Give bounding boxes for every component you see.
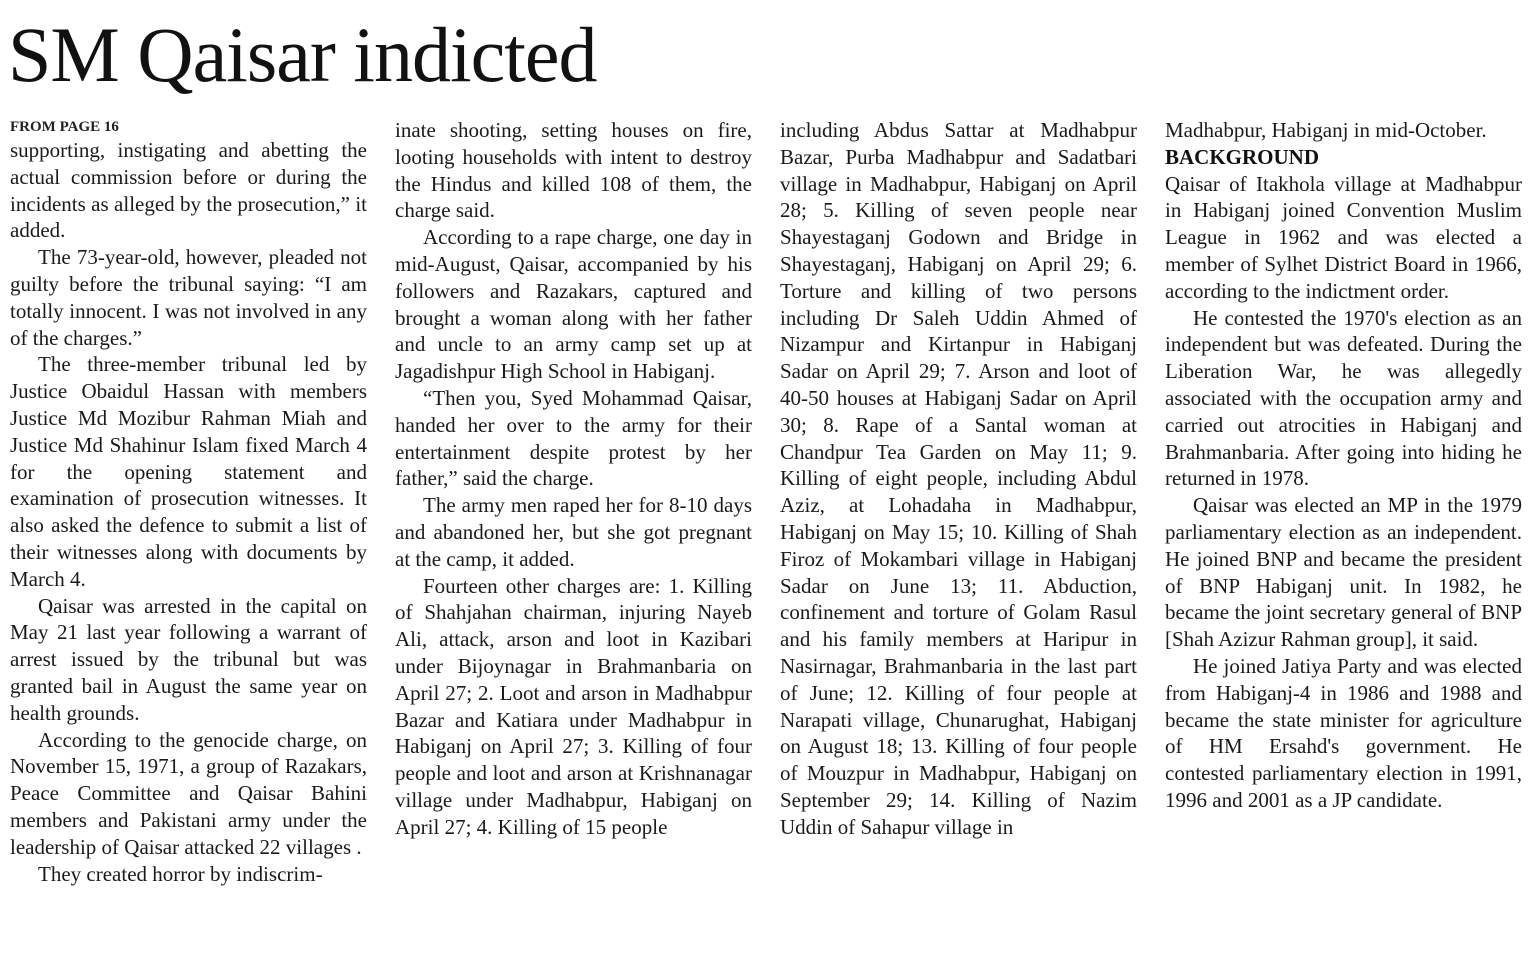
paragraph: Madhabpur, Habiganj in mid-October. [1165,118,1487,142]
paragraph: Qaisar was arrested in the capital on May 21 last year following a warrant of arrest issued by the tribunal but was granted bail in August the same year on health grounds. [10,593,367,725]
paragraph: Qaisar was elected an MP in the 1979 parliamentary election as an independent. He joined BNP and became the president of BNP Habiganj unit. In 1982, he became the joint secretary general of BNP [Shah Azizur Rahman group], it said. [1165,493,1522,652]
paragraph: The army men raped her for 8-10 days and abandoned her, but she got pregnant at the camp, it added. [395,493,752,571]
paragraph: According to the genocide charge, on November 15, 1971, a group of Razakars, Peace Committee and Qaisar Bahini members and Pakistani army under the leadership of Qaisar attacked 22 villages . [10,727,367,859]
column-1 [10,117,367,953]
paragraph: Qaisar of Itakhola village at Madhabpur in Habiganj joined Convention Muslim League in 1962 and was elected a member of Sylhet District Board in 1966, according to the indictment order. [1165,171,1522,303]
paragraph: The three-member tribunal led by Justice Obaidul Hassan with members Justice Md Mozibur Rahman Miah and Justice Md Shahinur Islam fixed March 4 for the opening statement and examination of prosecution witnesses. It also asked the defence to submit a list of their witnesses along with documents by March 4. [10,352,367,591]
paragraph: Fourteen other charges are: 1. Killing of Shahjahan chairman, injuring Nayeb Ali, attack, arson and loot in Kazibari under Bijoynagar in Brahmanbaria on April 27; 2. Loot and arson in Madhabpur Bazar and Katiara under Madhabpur in Habiganj on April 27; 3. Killing of four people and loot and arson at Krishnanagar village under Madhabpur, Habiganj on April 27; 4. Killing of 15 people [395,573,752,839]
paragraph: “Then you, Syed Mohammad Qaisar, handed her over to the army for their entertainment despite protest by her father,” said the charge. [395,385,752,491]
article-body [10,117,1522,953]
paragraph: According to a rape charge, one day in mid-August, Qaisar, accompanied by his followers and Razakars, captured and brought a woman along with her father and uncle to an army camp set up at Jagadishpur High School in Habiganj. [395,225,752,384]
column-2 [395,117,752,953]
paragraph: He joined Jatiya Party and was elected from Habiganj-4 in 1986 and 1988 and became the state minister for agriculture of HM Ersahd's government. He contested parliamentary election in 1991, 1996 and 2001 as a JP candidate. [1165,653,1522,812]
paragraph: He contested the 1970's election as an independent but was defeated. During the Liberation War, he was allegedly associated with the occupation army and carried out atrocities in Habiganj and Brahmanbaria. After going into hiding he returned in 1978. [1165,305,1522,491]
column-4 [1165,117,1522,953]
headline: SM Qaisar indicted [8,11,597,98]
paragraph: including Abdus Sattar at Madhabpur Bazar, Purba Madhabpur and Sadatbari village in Madhabpur, Habiganj on April 28; 5. Killing of seven people near Shayestaganj Godown and Bridge in Shayestaganj, Habiganj on April 29; 6. Torture and killing of two persons including Dr Saleh Uddin Ahmed of Nizampur and Kirtanpur in Habiganj Sadar on April 29; 7. Arson and loot of 40-50 houses at Habiganj Sadar on April 30; 8. Rape of a Santal woman at Chandpur Tea Garden on May 11; 9. Killing of eight people, including Abdul Aziz, at Lohadaha in Madhabpur, Habiganj on May 15; 10. Killing of Shah Firoz of Mokambari village in Habiganj Sadar on June 13; 11. Abduction, confinement and torture of Golam Rasul and his family members at Haripur in Nasirnagar, Brahmanbaria in the last part of June; 12. Killing of four people at Narapati village, Chunarughat, Habiganj on August 18; 13. Killing of four people of Mouzpur in Madhabpur, Habiganj on September 29; 14. Killing of Nazim Uddin of Sahapur village in [780,118,1137,839]
column-3 [780,117,1137,953]
continued-from-label: FROM PAGE 16 [10,119,119,135]
section-subhead: BACKGROUND [1165,144,1320,169]
paragraph: The 73-year-old, however, pleaded not guilty before the tribunal saying: “I am totally innocent. I was not involved in any of the charges.” [10,245,367,350]
paragraph: inate shooting, setting houses on fire, looting households with intent to destroy the Hindus and killed 108 of them, the charge said. [395,118,752,223]
paragraph: supporting, instigating and abetting the actual commission before or during the incidents as alleged by the prosecution,” it added. [10,138,367,243]
paragraph: They created horror by indiscrim- [38,861,323,886]
